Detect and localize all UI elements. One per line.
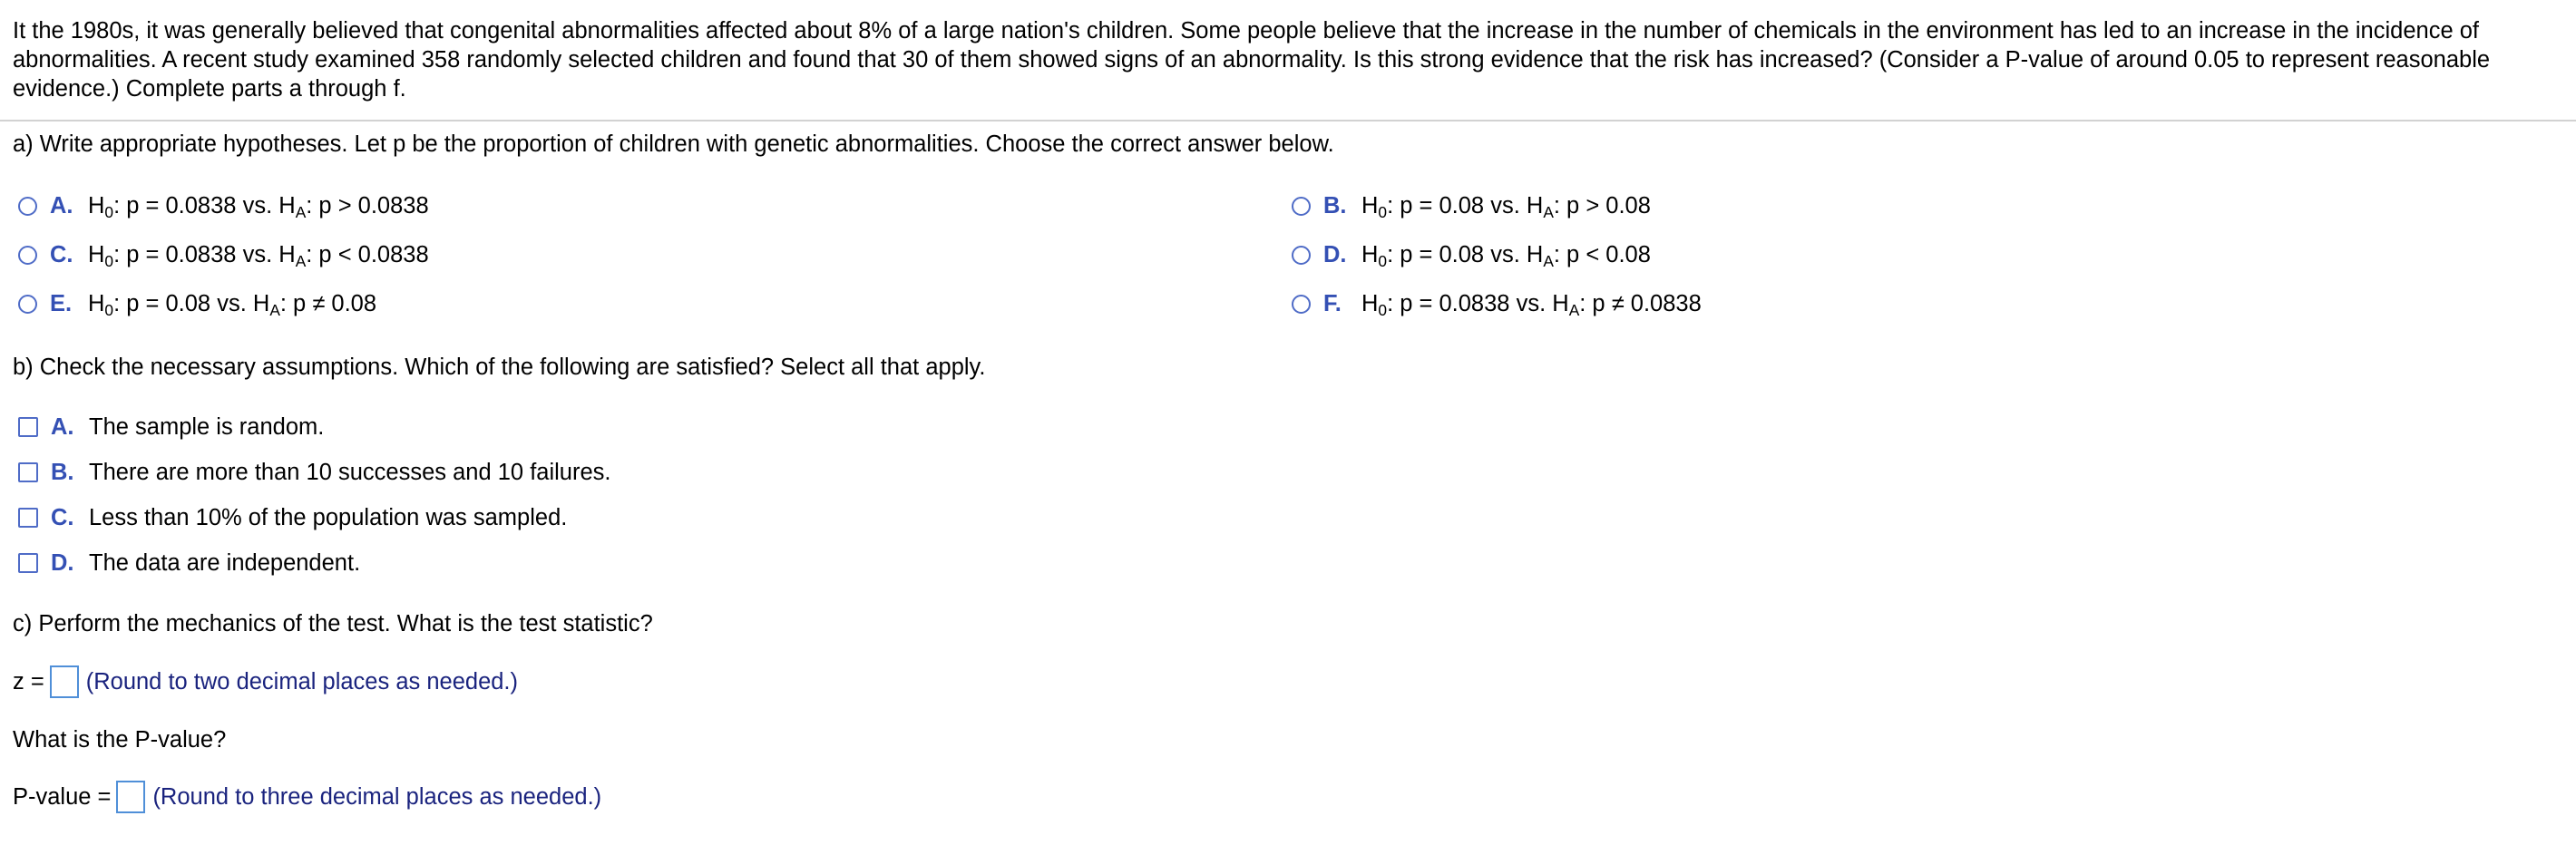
ha-symbol: $H_A$: [252,290,294,319]
h0-symbol: $H_0$: [88,241,127,270]
hypothesis-option-f[interactable] [1292,286,1702,322]
checkbox[interactable] [18,462,38,482]
assumption-option-a[interactable] [18,409,324,445]
part-a-prompt: a) Write appropriate hypotheses. Let p be the proportion of children with genetic abnormalities. Choose the correct answer below. [13,131,1334,157]
null-value: p = 0.0838 [126,241,237,267]
radio-button[interactable] [18,295,37,314]
ha-symbol: $H_A$: [1526,192,1567,221]
hypothesis-option-d[interactable] [1292,237,1651,273]
h0-symbol: $H_0$: [88,192,127,221]
vs-text: vs. [1516,290,1547,316]
z-input[interactable] [50,665,79,698]
checkbox[interactable] [18,553,38,573]
pvalue-answer-row [13,778,601,816]
z-answer-row [13,663,518,701]
hypothesis-option-a[interactable] [18,188,429,224]
z-rounding-hint: (Round to two decimal places as needed.) [85,668,519,694]
h0-symbol: $H_0$: [88,290,127,319]
null-value: p = 0.08 [1400,241,1485,267]
hypothesis-option-c[interactable] [18,237,429,273]
hypothesis-option-b[interactable] [1292,188,1651,224]
alt-value: p > 0.08 [1566,192,1651,219]
radio-button[interactable] [18,246,37,265]
option-letter: C. [50,241,73,267]
null-value: p = 0.0838 [126,192,237,219]
pvalue-rounding-hint: (Round to three decimal places as needed.) [152,783,602,810]
assumption-option-b[interactable] [18,454,610,490]
divider [0,120,2576,121]
h0-symbol: $H_0$: [1361,290,1400,319]
assumption-option-d[interactable] [18,545,360,581]
option-letter: F. [1323,290,1342,316]
radio-button[interactable] [1292,295,1311,314]
option-letter: C. [51,504,74,530]
alt-value: p ≠ 0.08 [293,290,377,316]
alt-value: p ≠ 0.0838 [1592,290,1702,316]
option-letter: A. [51,413,74,440]
vs-text: vs. [1490,241,1520,267]
z-label: z = [13,668,44,694]
part-c-prompt: c) Perform the mechanics of the test. What is the test statistic? [13,611,653,636]
option-text: The data are independent. [89,549,361,576]
ha-symbol: $H_A$: [278,241,319,270]
vs-text: vs. [1490,192,1520,219]
radio-button[interactable] [1292,197,1311,216]
question-intro: It the 1980s, it was generally believed that congenital abnormalities affected about 8% of a large nation's children. Some people believe that the increase in the number of chemicals in the environment has led to an increase in the incidence of abnormalities. A recent study examined 358 randomly selected children and found that 30 of them showed signs of an abnormality. Is this strong evidence that the risk has increased? (Consider a P-value of around 0.05 to represent reasonable evidence.) Complete parts a through f. [13,18,2491,102]
radio-button[interactable] [1292,246,1311,265]
hypothesis-option-e[interactable] [18,286,376,322]
option-letter: D. [1323,241,1347,267]
null-value: p = 0.08 [1400,192,1485,219]
option-letter: B. [1323,192,1347,219]
option-text: There are more than 10 successes and 10 failures. [89,459,611,485]
vs-text: vs. [217,290,247,316]
option-letter: D. [51,549,74,576]
alt-value: p < 0.08 [1566,241,1651,267]
pvalue-input[interactable] [116,781,145,813]
ha-symbol: $H_A$: [1526,241,1567,270]
assumption-option-c[interactable] [18,500,567,536]
null-value: p = 0.0838 [1400,290,1510,316]
ha-symbol: $H_A$: [1552,290,1593,319]
alt-value: p > 0.0838 [318,192,429,219]
ha-symbol: $H_A$: [278,192,319,221]
option-text: The sample is random. [89,413,325,440]
option-letter: A. [50,192,73,219]
pvalue-label: P-value = [13,783,112,810]
pvalue-prompt: What is the P-value? [13,727,227,753]
vs-text: vs. [242,241,273,267]
option-text: Less than 10% of the population was sampled. [89,504,568,530]
null-value: p = 0.08 [126,290,211,316]
alt-value: p < 0.0838 [318,241,429,267]
checkbox[interactable] [18,508,38,528]
option-letter: E. [50,290,73,316]
h0-symbol: $H_0$: [1361,241,1400,270]
vs-text: vs. [242,192,273,219]
part-b-prompt: b) Check the necessary assumptions. Which of the following are satisfied? Select all that apply. [13,355,986,380]
h0-symbol: $H_0$: [1361,192,1400,221]
checkbox[interactable] [18,417,38,437]
radio-button[interactable] [18,197,37,216]
option-letter: B. [51,459,74,485]
